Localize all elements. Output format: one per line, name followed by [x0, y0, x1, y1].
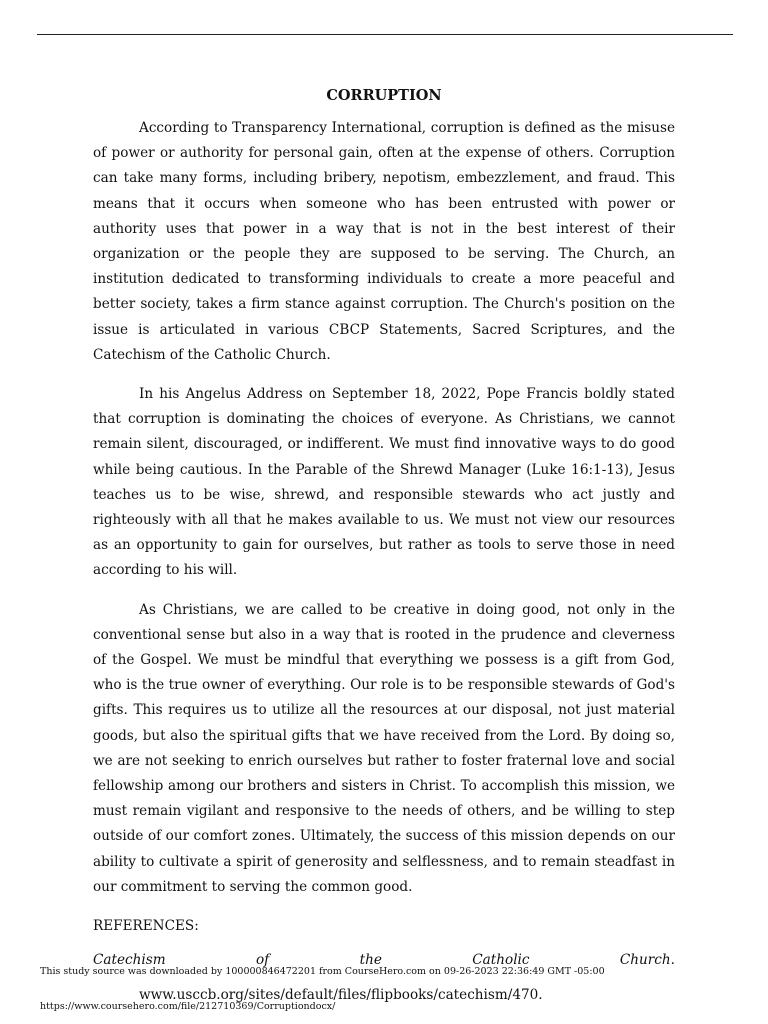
document-title: CORRUPTION: [326, 87, 442, 104]
download-note: This study source was downloaded by 100000846472201 from CourseHero.com on 09-26-2023 22:36:49 GMT -05:00: [40, 966, 605, 977]
header-rule: [37, 34, 733, 35]
references-heading: REFERENCES:: [93, 918, 199, 935]
document-body: [93, 84, 675, 1008]
reference-title: Catechism of the Catholic Church.: [93, 952, 675, 969]
source-url[interactable]: https://www.coursehero.com/file/212710369/Corruptiondocx/: [40, 1001, 336, 1012]
reference-url[interactable]: www.usccb.org/sites/default/files/flipbooks/catechism/470.: [139, 986, 543, 1003]
paragraph-1: According to Transparency International, corruption is defined as the misuse of power or authority for personal gain, often at the expense of others. Corruption can take many forms, including bribery, nepotism, embezzlement, and fraud. This means that it occurs when someone who has been entrusted with power or authority uses that power in a way that is not in the best interest of their organization or the people they are supposed to be serving. The Church, an institution dedicated to transforming individuals to create a more peaceful and better society, takes a firm stance against corruption. The Church's position on the issue is articulated in various CBCP Statements, Sacred Scriptures, and the Catechism of the Catholic Church.: [93, 120, 675, 363]
paragraph-2: In his Angelus Address on September 18, 2022, Pope Francis boldly stated that corruption is dominating the choices of everyone. As Christians, we cannot remain silent, discouraged, or indifferent. We must find innovative ways to do good while being cautious. In the Parable of the Shrewd Manager (Luke 16:1-13), Jesus teaches us to be wise, shrewd, and responsible stewards who act justly and righteously with all that he makes available to us. We must not view our resources as an opportunity to gain for ourselves, but rather as tools to serve those in need according to his will.: [93, 386, 675, 579]
paragraph-3: As Christians, we are called to be creative in doing good, not only in the conventional sense but also in a way that is rooted in the prudence and cleverness of the Gospel. We must be mindful that everything we possess is a gift from God, who is the true owner of everything. Our role is to be responsible stewards of God's gifts. This requires us to utilize all the resources at our disposal, not just material goods, but also the spiritual gifts that we have received from the Lord. By doing so, we are not seeking to enrich ourselves but rather to foster fraternal love and social fellowship among our brothers and sisters in Christ. To accomplish this mission, we must remain vigilant and responsive to the needs of others, and be willing to step outside of our comfort zones. Ultimately, the success of this mission depends on our ability to cultivate a spirit of generosity and selflessness, and to remain steadfast in our commitment to serving the common good.: [93, 601, 675, 895]
